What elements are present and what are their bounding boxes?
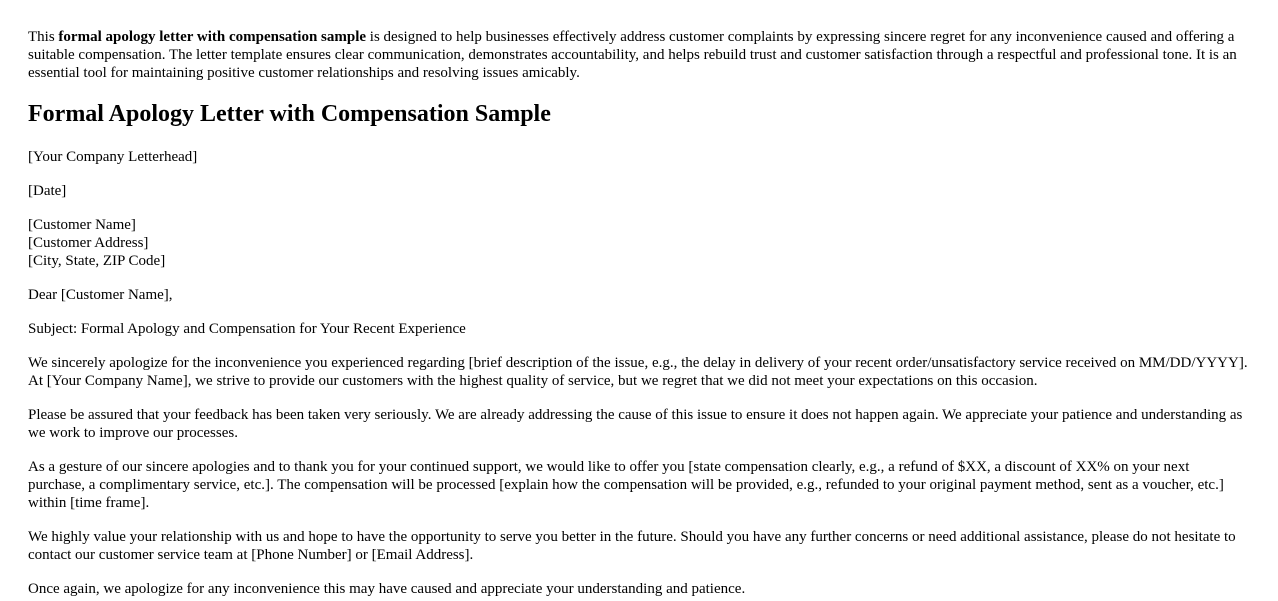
body-paragraph-compensation: As a gesture of our sincere apologies and to thank you for your continued support, we would like to offer you [state compensation clearly, e.g., a refund of $XX, a discount of XX% on your next purchase, a complimentary service, etc.]. The compensation will be processed [explain how the compensation will be provided, e.g., refunded to your original payment method, sent as a voucher, etc.] within [time frame]. bbox=[28, 459, 1224, 511]
body-paragraph-relationship: We highly value your relationship with us and hope to have the opportunity to serve you better in the future. Should you have any further concerns or need additional assistance, please do not hesitate to contact our customer service team at [Phone Number] or [Email Address]. bbox=[28, 529, 1236, 563]
intro-bold-phrase: formal apology letter with compensation sample bbox=[58, 29, 367, 45]
salutation: Dear [Customer Name], bbox=[28, 287, 173, 303]
recipient-city: [City, State, ZIP Code] bbox=[28, 253, 166, 269]
recipient-block bbox=[28, 216, 1250, 270]
body-paragraph-closing: Once again, we apologize for any inconvenience this may have caused and appreciate your understanding and patience. bbox=[28, 581, 746, 597]
subject-line: Subject: Formal Apology and Compensation for Your Recent Experience bbox=[28, 321, 466, 337]
intro-paragraph bbox=[28, 28, 1250, 82]
recipient-name: [Customer Name] bbox=[28, 217, 136, 233]
letter-date: [Date] bbox=[28, 183, 67, 199]
letterhead: [Your Company Letterhead] bbox=[28, 149, 198, 165]
body-paragraph-assurance: Please be assured that your feedback has been taken very seriously. We are already addressing the cause of this issue to ensure it does not happen again. We appreciate your patience and understanding as we work to improve our processes. bbox=[28, 407, 1243, 441]
body-paragraph-apology: We sincerely apologize for the inconvenience you experienced regarding [brief description of the issue, e.g., the delay in delivery of your recent order/unsatisfactory service received on MM/DD/YYYY]. At [Your Company Name], we strive to provide our customers with the highest quality of service, but we regret that we did not meet your expectations on this occasion. bbox=[28, 355, 1248, 389]
intro-lead: This bbox=[28, 29, 59, 45]
recipient-address: [Customer Address] bbox=[28, 235, 149, 251]
page-title: Formal Apology Letter with Compensation Sample bbox=[28, 101, 551, 127]
intro-rest: is designed to help businesses effectively address customer complaints by expressing sincere regret for any inconvenience caused and offering a suitable compensation. The letter template ensures clear communication, demonstrates accountability, and helps rebuild trust and customer satisfaction through a respectful and professional tone. It is an essential tool for maintaining positive customer relationships and resolving issues amicably. bbox=[28, 29, 1237, 81]
